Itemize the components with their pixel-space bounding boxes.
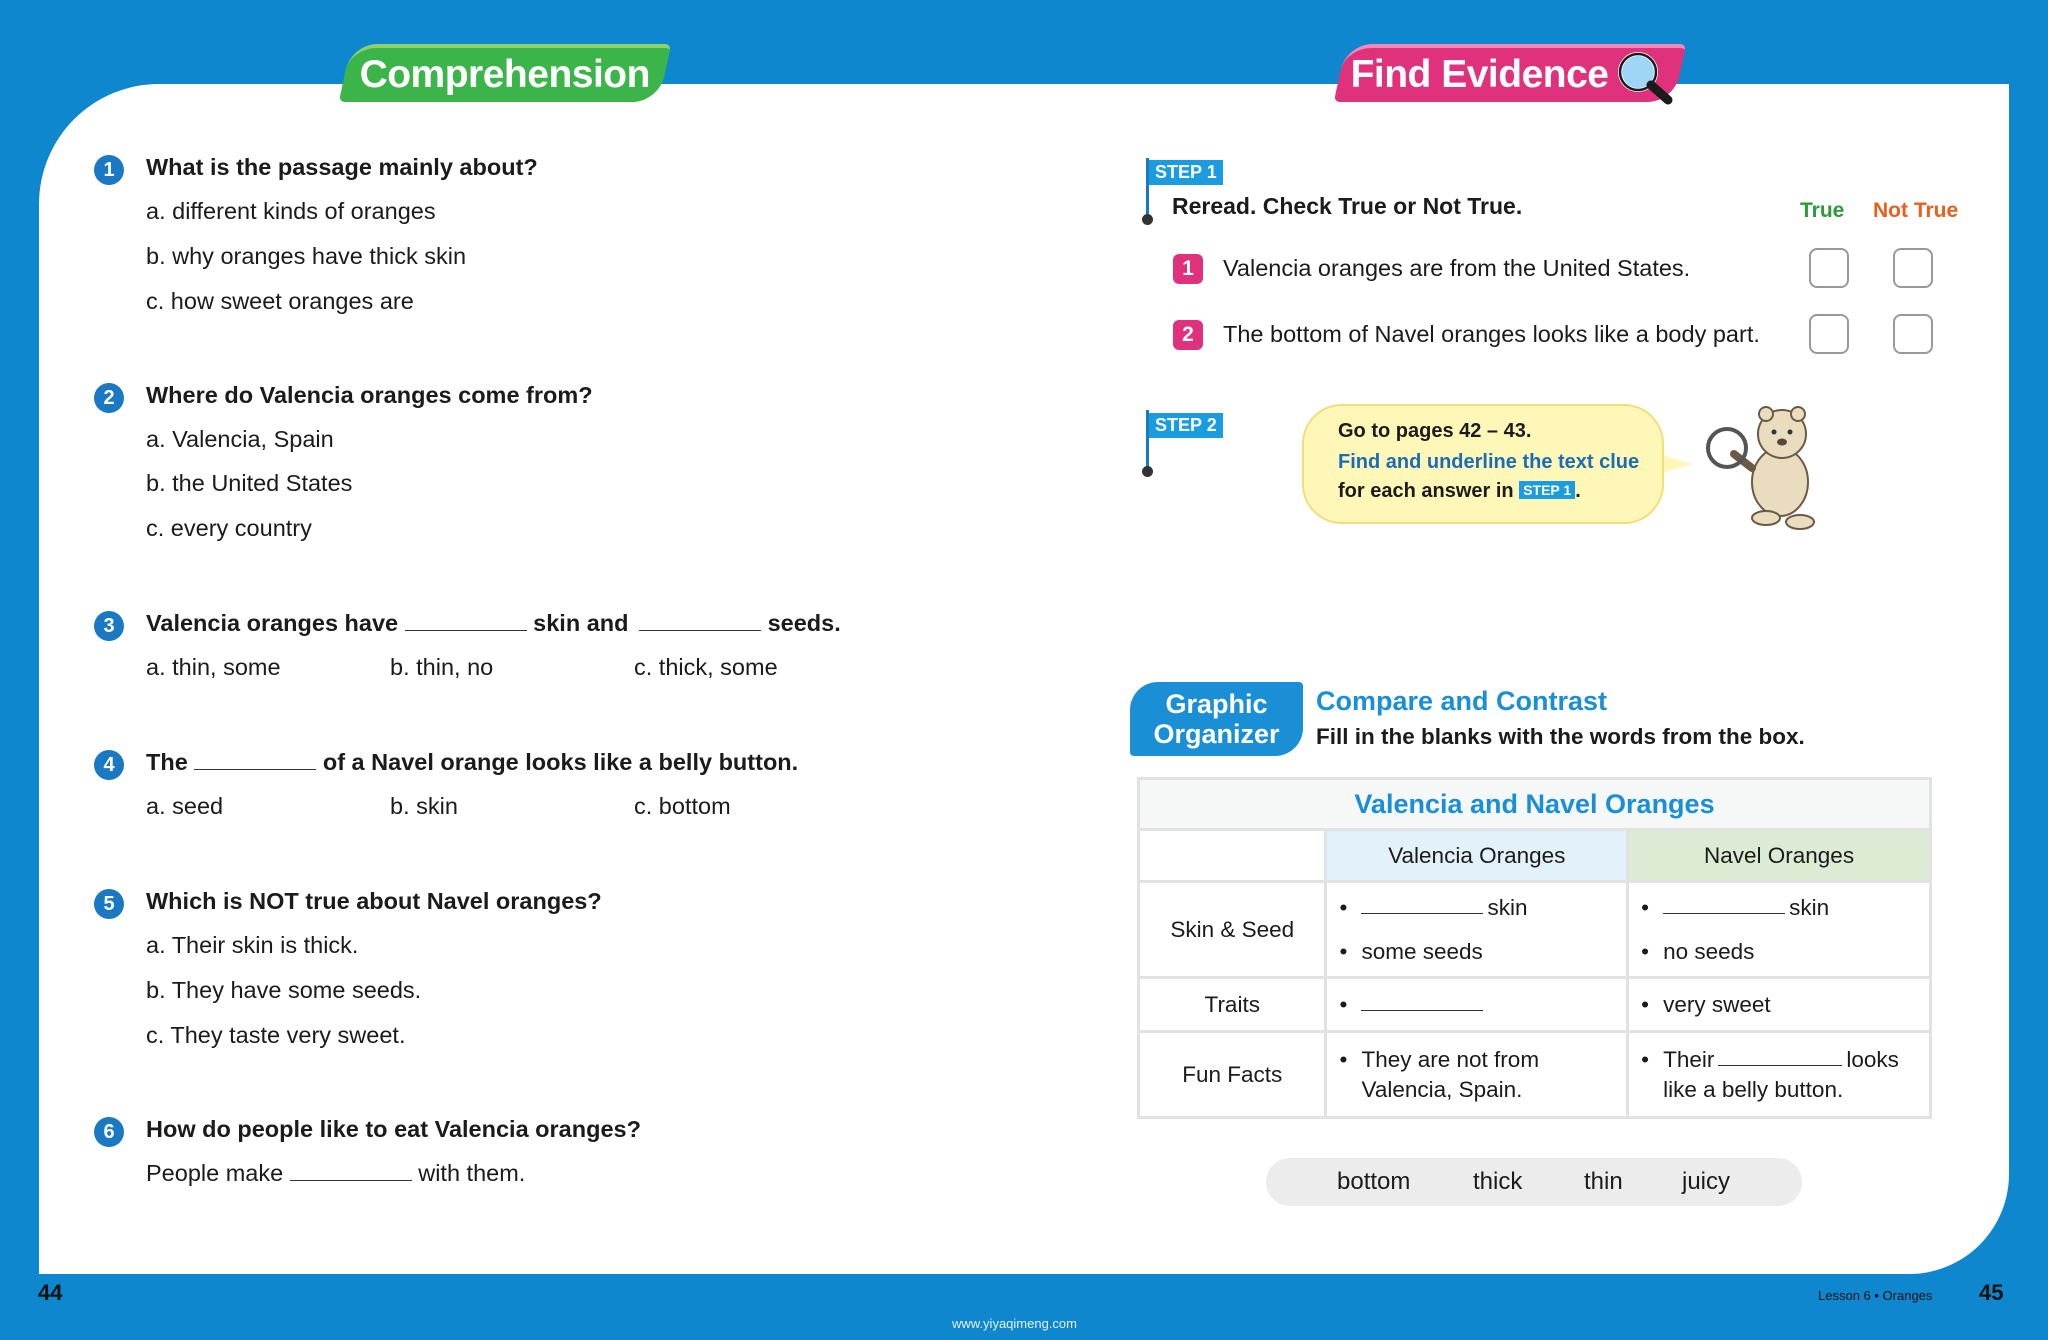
statement-1-number: 1	[1173, 254, 1203, 284]
statement-2-number: 2	[1173, 320, 1203, 350]
answer-blank[interactable]	[1663, 893, 1785, 914]
website-footer: www.yiyaqimeng.com	[952, 1316, 1077, 1331]
bubble-line-1: Go to pages 42 – 43.	[1338, 420, 1532, 442]
question-number: 3	[94, 611, 124, 641]
bubble-line-3: for each answer in STEP 1 .	[1338, 480, 1581, 502]
organizer-instruction: Fill in the blanks with the words from the box.	[1316, 724, 1805, 749]
question-number: 4	[94, 750, 124, 780]
option[interactable]: a. different kinds of oranges	[146, 198, 436, 224]
lesson-label: Lesson 6 • Oranges	[1818, 1288, 1933, 1303]
question-text: Valencia oranges have skin and seeds.	[146, 610, 841, 636]
question-text: The of a Navel orange looks like a belly button.	[146, 749, 799, 775]
answer-blank[interactable]	[1361, 990, 1483, 1011]
valencia-column-header: Valencia Oranges	[1326, 830, 1628, 882]
option[interactable]: a. thin, some	[146, 654, 281, 680]
badge-line-1: Graphic	[1165, 689, 1268, 719]
answer-blank[interactable]	[290, 1160, 412, 1181]
find-evidence-title: Find Evidence	[1350, 53, 1609, 96]
table-cell: • Their looks like a belly button.	[1628, 1032, 1931, 1118]
statement-2-true-checkbox[interactable]	[1809, 314, 1849, 354]
bubble-line-2: Find and underline the text clue	[1338, 451, 1640, 473]
option[interactable]: c. every country	[146, 515, 312, 541]
word-box	[1266, 1158, 1802, 1206]
question-number: 5	[94, 889, 124, 919]
option[interactable]: c. bottom	[634, 793, 731, 819]
right-page-number: 45	[1979, 1280, 2004, 1305]
question-number: 2	[94, 383, 124, 413]
answer-blank[interactable]	[194, 749, 316, 770]
answer-blank[interactable]	[639, 610, 761, 631]
true-header: True	[1800, 199, 1845, 222]
word-box-item[interactable]: thin	[1584, 1168, 1623, 1195]
table-title: Valencia and Navel Oranges	[1139, 779, 1931, 830]
row-label-fun-facts: Fun Facts	[1139, 1032, 1326, 1118]
magnifier-icon	[1614, 48, 1676, 106]
option[interactable]: b. They have some seeds.	[146, 977, 422, 1003]
step1-instruction: Reread. Check True or Not True.	[1172, 193, 1523, 219]
table-cell: • They are not from Valencia, Spain.	[1326, 1032, 1628, 1118]
step1-flag-base	[1142, 214, 1153, 225]
option[interactable]: a. Their skin is thick.	[146, 932, 359, 958]
statement-2-not-true-checkbox[interactable]	[1893, 314, 1933, 354]
answer-blank[interactable]	[1718, 1045, 1842, 1066]
question-number: 1	[94, 155, 124, 185]
speech-bubble	[1302, 404, 1664, 524]
step1-flag: STEP 1	[1149, 160, 1223, 185]
statement-2-text: The bottom of Navel oranges looks like a body part.	[1223, 321, 1760, 347]
compare-contrast-heading: Compare and Contrast	[1316, 686, 1608, 716]
comparison-table	[1137, 777, 1932, 1119]
word-box-item[interactable]: juicy	[1682, 1168, 1731, 1195]
answer-line: People make with them.	[146, 1160, 526, 1186]
row-label-skin-seed: Skin & Seed	[1139, 882, 1326, 978]
graphic-organizer-badge	[1130, 682, 1303, 756]
word-box-item[interactable]: bottom	[1337, 1168, 1411, 1195]
left-page-number: 44	[38, 1280, 63, 1305]
option[interactable]: b. why oranges have thick skin	[146, 243, 467, 269]
step2-flag: STEP 2	[1149, 413, 1223, 438]
not-true-header: Not True	[1873, 199, 1959, 222]
question-text: Which is NOT true about Navel oranges?	[146, 888, 602, 914]
comprehension-banner	[339, 44, 671, 102]
table-cell: • skin • some seeds	[1326, 882, 1628, 978]
navel-column-header: Navel Oranges	[1628, 830, 1931, 882]
inline-step1-flag: STEP 1	[1519, 481, 1575, 499]
step2-flag-base	[1142, 466, 1153, 477]
question-text: What is the passage mainly about?	[146, 154, 538, 180]
option[interactable]: a. seed	[146, 793, 224, 819]
option[interactable]: b. thin, no	[390, 654, 494, 680]
row-label-traits: Traits	[1139, 978, 1326, 1032]
option[interactable]: a. Valencia, Spain	[146, 426, 334, 452]
table-cell: • very sweet	[1628, 978, 1931, 1032]
option[interactable]: b. the United States	[146, 470, 353, 496]
badge-line-2: Organizer	[1153, 719, 1280, 749]
comprehension-title: Comprehension	[359, 53, 650, 96]
answer-blank[interactable]	[1361, 893, 1483, 914]
statement-1-text: Valencia oranges are from the United States.	[1223, 255, 1691, 281]
question-text: Where do Valencia oranges come from?	[146, 382, 593, 408]
option[interactable]: c. They taste very sweet.	[146, 1022, 406, 1048]
question-text: How do people like to eat Valencia oranges?	[146, 1116, 641, 1142]
option[interactable]: c. how sweet oranges are	[146, 288, 414, 314]
question-number: 6	[94, 1117, 124, 1147]
statement-1-not-true-checkbox[interactable]	[1893, 248, 1933, 288]
empty-corner-cell	[1139, 830, 1326, 882]
table-cell: •	[1326, 978, 1628, 1032]
word-box-item[interactable]: thick	[1473, 1168, 1523, 1195]
bear-detective-illustration	[1700, 398, 1830, 532]
answer-blank[interactable]	[405, 610, 527, 631]
table-cell: • skin • no seeds	[1628, 882, 1931, 978]
option[interactable]: c. thick, some	[634, 654, 778, 680]
option[interactable]: b. skin	[390, 793, 458, 819]
statement-1-true-checkbox[interactable]	[1809, 248, 1849, 288]
